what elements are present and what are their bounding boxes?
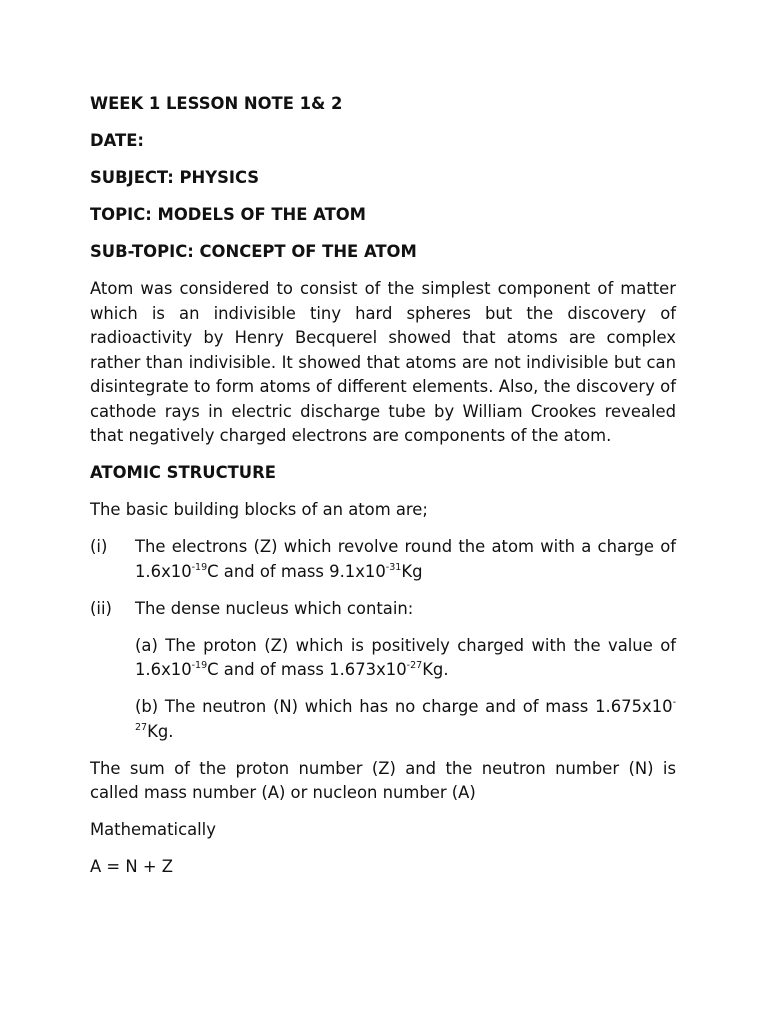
proton-text-part: C and of mass 1.673x10 [207,660,407,679]
electrons-text-part: The electrons (Z) which revolve round the atom with a charge of 1.6x10 [135,537,676,581]
proton-paragraph [135,634,676,683]
date-heading: DATE: [90,131,144,150]
mass-number-equation: A = N + Z [90,857,174,876]
mathematically-label: Mathematically [90,820,216,839]
intro-paragraph: Atom was considered to consist of the simplest component of matter which is an indivisible tiny hard spheres but the discovery of radioactivity by Henry Becquerel showed that atoms are complex rather than indivisible. It showed that atoms are not indivisible but can disintegrate to form atoms of different elements. Also, the discovery of cathode rays in electric discharge tube by William Crookes revealed that negatively charged electrons are components of the atom. [90,279,676,445]
atomic-structure-heading: ATOMIC STRUCTURE [90,463,276,482]
neutron-paragraph [135,695,676,744]
list-item-nucleus [90,597,676,622]
proton-text-part: Kg. [422,660,449,679]
list-marker: (i) [90,537,108,556]
week-heading: WEEK 1 LESSON NOTE 1& 2 [90,94,343,113]
list-item-electrons [90,535,676,584]
neutron-text-part: (b) The neutron (N) which has no charge and of mass 1.675x10 [135,697,673,716]
building-blocks-lead: The basic building blocks of an atom are; [90,500,428,519]
nucleus-text: The dense nucleus which contain: [135,598,414,618]
mass-number-paragraph: The sum of the proton number (Z) and the neutron number (N) is called mass number (A) or nucleon number (A) [90,758,676,802]
exponent: -19 [191,561,208,573]
electrons-text [135,535,676,584]
electrons-text-part: Kg [401,561,423,581]
exponent: -31 [385,561,402,573]
exponent: -19 [191,659,208,671]
lesson-note-page [90,92,676,892]
neutron-text-part: Kg. [147,721,174,741]
list-marker: (ii) [90,598,112,618]
proton-text-part: (a) The proton (Z) which is positively charged with the value of 1.6x10 [135,635,676,679]
exponent: -27 [135,696,676,733]
topic-heading: TOPIC: MODELS OF THE ATOM [90,205,366,224]
subtopic-heading: SUB-TOPIC: CONCEPT OF THE ATOM [90,242,417,261]
exponent: -27 [406,659,423,671]
subject-heading: SUBJECT: PHYSICS [90,168,260,187]
electrons-text-part: C and of mass 9.1x10 [207,561,386,581]
